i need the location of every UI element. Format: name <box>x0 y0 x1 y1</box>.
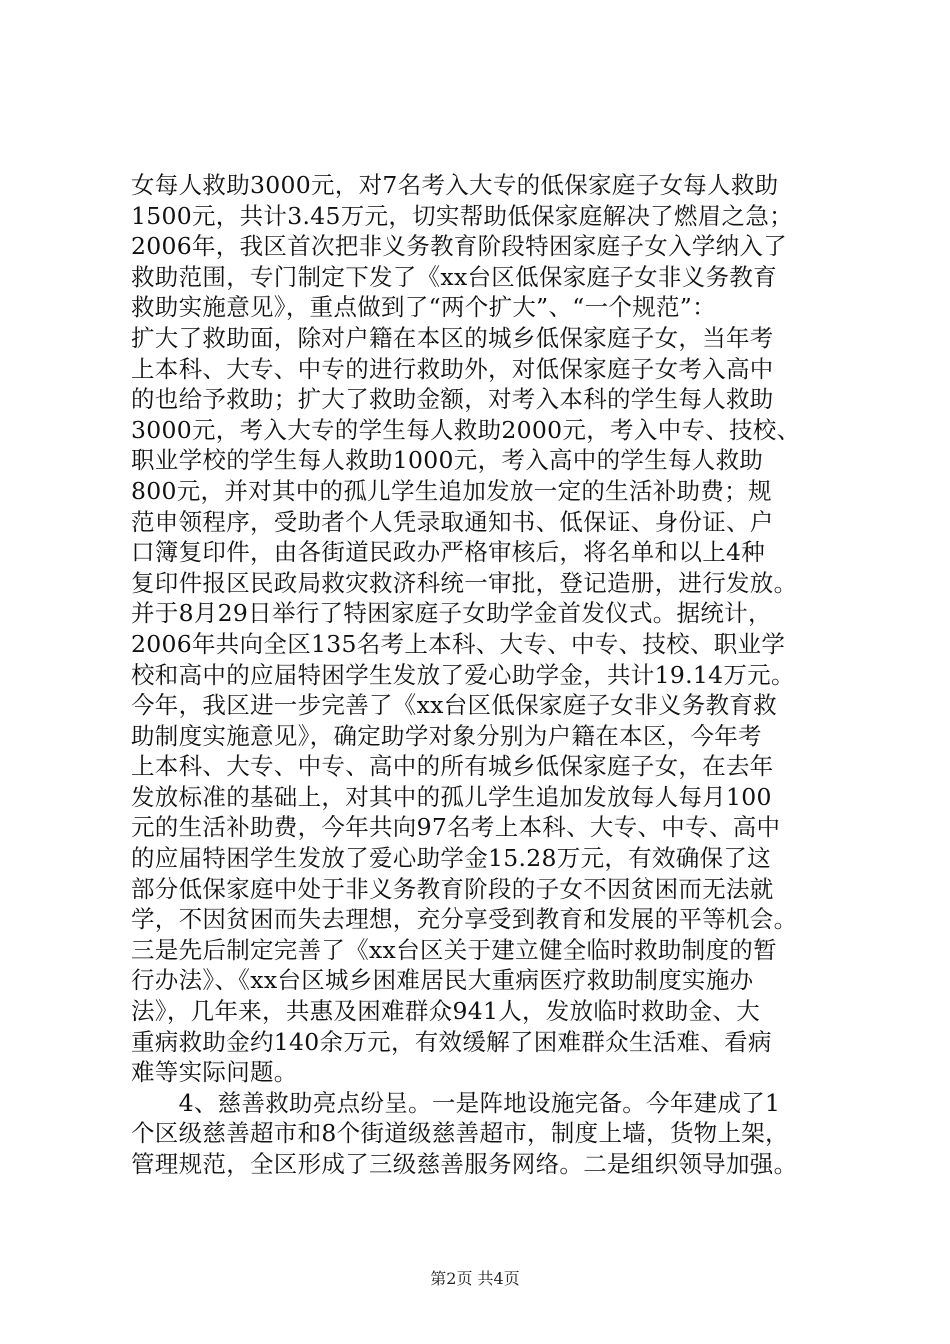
text-line: 部分低保家庭中处于非义务教育阶段的子女不因贫困而无法就 <box>131 874 774 903</box>
text-line: 上本科、大专、中专、高中的所有城乡低保家庭子女，在去年 <box>131 752 774 781</box>
text-line: 今年，我区进一步完善了《xx台区低保家庭子女非义务教育救 <box>131 691 777 720</box>
text-line: 的也给予救助；扩大了救助金额，对考入本科的学生每人救助 <box>131 385 774 414</box>
text-line: 女每人救助3000元，对7名考入大专的低保家庭子女每人救助 <box>131 171 779 199</box>
text-line: 2006年共向全区135名考上本科、大专、中专、技校、职业学 <box>131 629 786 658</box>
text-line: 4、慈善救助亮点纷呈。一是阵地设施完备。今年建成了1 <box>131 1088 781 1117</box>
text-line: 职业学校的学生每人救助1000元，考入高中的学生每人救助 <box>131 446 764 475</box>
body-text <box>131 170 831 1180</box>
text-line: 并于8月29日举行了特困家庭子女助学金首发仪式。据统计， <box>131 599 772 628</box>
text-line: 3000元，考入大专的学生每人救助2000元，考入中专、技校、 <box>131 415 801 444</box>
text-line: 1500元，共计3.45万元，切实帮助低保家庭解决了燃眉之急； <box>131 201 793 230</box>
text-line: 法》，几年来，共惠及困难群众941人，发放临时救助金、大 <box>131 997 761 1026</box>
text-line: 救助范围，专门制定下发了《xx台区低保家庭子女非义务教育 <box>131 262 777 291</box>
text-line: 800元，并对其中的孤儿学生追加发放一定的生活补助费；规 <box>131 476 772 505</box>
text-line: 口簿复印件，由各街道民政办严格审核后，将名单和以上4种 <box>131 538 766 567</box>
page-number-footer: 第2页 共4页 <box>430 1269 520 1288</box>
text-line: 范申领程序，受助者个人凭录取通知书、低保证、身份证、户 <box>131 507 774 536</box>
text-line: 发放标准的基础上，对其中的孤儿学生追加发放每人每月100 <box>131 782 772 811</box>
text-line: 2006年，我区首次把非义务教育阶段特困家庭子女入学纳入了 <box>131 232 788 261</box>
text-line: 的应届特困学生发放了爱心助学金15.28万元，有效确保了这 <box>131 844 771 873</box>
text-line: 元的生活补助费，今年共向97名考上本科、大专、中专、高中 <box>131 813 781 842</box>
text-line: 三是先后制定完善了《xx台区关于建立健全临时救助制度的暂 <box>131 935 777 964</box>
text-line: 行办法》、《xx台区城乡困难居民大重病医疗救助制度实施办 <box>131 966 754 995</box>
text-line: 重病救助金约140余万元，有效缓解了困难群众生活难、看病 <box>131 1027 772 1056</box>
text-line: 上本科、大专、中专的进行救助外，对低保家庭子女考入高中 <box>131 354 774 383</box>
text-line: 复印件报区民政局救灾救济科统一审批，登记造册，进行发放。 <box>131 568 798 597</box>
text-line: 校和高中的应届特困学生发放了爱心助学金，共计19.14万元。 <box>131 660 795 689</box>
text-line: 救助实施意见》，重点做到了“两个扩大”、“一个规范”： <box>131 293 716 322</box>
text-line: 难等实际问题。 <box>131 1058 298 1087</box>
text-line: 个区级慈善超市和8个街道级慈善超市，制度上墙，货物上架， <box>131 1119 789 1148</box>
text-line: 助制度实施意见》，确定助学对象分别为户籍在本区，今年考 <box>131 721 762 750</box>
text-line: 学，不因贫困而失去理想，充分享受到教育和发展的平等机会。 <box>131 905 798 934</box>
text-line: 管理规范，全区形成了三级慈善服务网络。二是组织领导加强。 <box>131 1150 798 1178</box>
text-line: 扩大了救助面，除对户籍在本区的城乡低保家庭子女，当年考 <box>131 323 774 352</box>
